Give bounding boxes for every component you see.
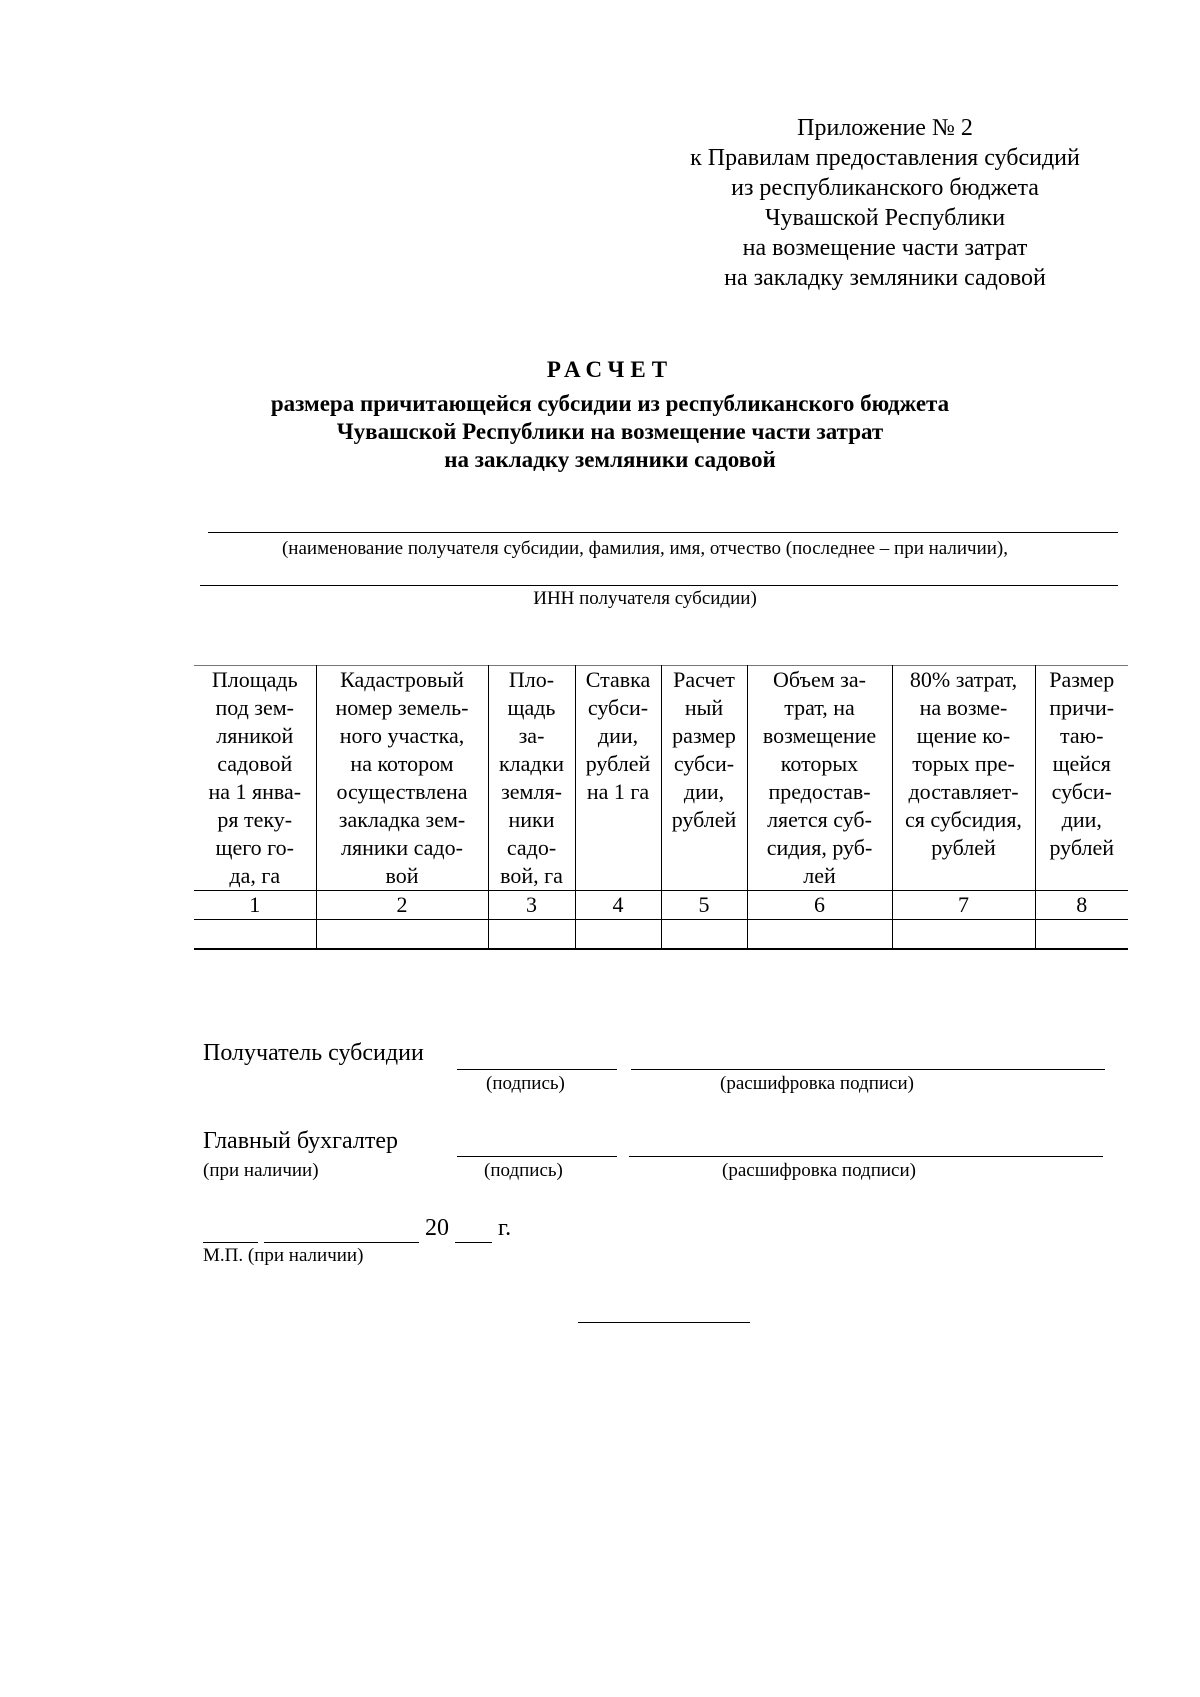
column-header-line: щейся [1052, 751, 1111, 776]
column-header-line: дии, [1061, 807, 1102, 832]
column-header-line: ного участка, [339, 723, 465, 748]
column-number-row [194, 891, 1128, 920]
column-header-line: трат, на [784, 695, 855, 720]
accountant-decoding-line[interactable] [629, 1156, 1103, 1157]
subtitle-line: размера причитающейся субсидии из республиканского бюджета [270, 391, 950, 416]
decoding-caption: (расшифровка подписи) [720, 1073, 914, 1094]
column-number: 4 [575, 891, 661, 920]
column-header-line: Пло- [508, 667, 555, 692]
column-header [747, 666, 892, 891]
column-header-line: щего го- [215, 835, 294, 860]
signature-caption: (подпись) [486, 1073, 565, 1094]
column-header-line: Размер [1049, 667, 1115, 692]
appendix-line: Чувашской Республики [764, 205, 1006, 231]
column-header-line: Расчет [673, 667, 735, 692]
subtitle-line: Чувашской Республики на возмещение части затрат [336, 419, 884, 444]
column-header-line: земля- [501, 779, 562, 804]
table-cell[interactable] [1035, 920, 1128, 950]
column-header-line: щадь [507, 695, 556, 720]
column-header [316, 666, 488, 891]
column-number: 8 [1035, 891, 1128, 920]
column-header-line: ляется суб- [767, 807, 872, 832]
table-cell[interactable] [747, 920, 892, 950]
column-header-line: рублей [1049, 835, 1115, 860]
recipient-signature-label: Получатель субсидии [203, 1040, 424, 1066]
date-year-suffix: г. [498, 1215, 512, 1241]
date-year-field[interactable] [455, 1242, 492, 1243]
column-header [1035, 666, 1128, 891]
recipient-name-field[interactable] [208, 532, 1118, 533]
subtitle-line: на закладку земляники садовой [444, 447, 776, 472]
column-number: 7 [892, 891, 1035, 920]
column-header-line: причи- [1049, 695, 1115, 720]
table-cell[interactable] [488, 920, 575, 950]
signature-caption: (подпись) [484, 1160, 563, 1181]
column-number: 5 [661, 891, 747, 920]
appendix-line: на закладку земляники садовой [724, 265, 1046, 291]
column-header-line: дии, [683, 779, 725, 804]
column-header-line: рублей [585, 751, 651, 776]
column-header-line: Кадастровый [340, 667, 464, 692]
column-header [575, 666, 661, 891]
document-title: РАСЧЕТ [546, 357, 674, 382]
column-header-line: таю- [1060, 723, 1104, 748]
table-cell[interactable] [661, 920, 747, 950]
appendix-line: из республиканского бюджета [731, 175, 1039, 201]
accountant-signature-label: Главный бухгалтер [203, 1128, 398, 1154]
column-header-line: торых пре- [912, 751, 1015, 776]
column-number: 2 [316, 891, 488, 920]
column-header-line: размер [672, 723, 736, 748]
column-header-line: ляникой [216, 723, 294, 748]
appendix-line: к Правилам предоставления субсидий [690, 145, 1080, 171]
date-month-field[interactable] [264, 1242, 419, 1243]
date-year-prefix: 20 [425, 1215, 449, 1241]
accountant-note: (при наличии) [203, 1160, 319, 1181]
appendix-line: Приложение № 2 [797, 115, 973, 141]
column-header-line: закладка зем- [338, 807, 466, 832]
column-header [892, 666, 1035, 891]
column-header-line: садовой [217, 751, 293, 776]
accountant-signature-line[interactable] [457, 1156, 617, 1157]
column-header-line: ся субсидия, [905, 807, 1022, 832]
column-header-line: ники [508, 807, 555, 832]
column-header-line: под зем- [215, 695, 295, 720]
column-header-line: вой, га [500, 863, 563, 888]
column-header-line: лей [803, 863, 836, 888]
column-header-line: субси- [587, 695, 649, 720]
column-header [488, 666, 575, 891]
decoding-caption: (расшифровка подписи) [722, 1160, 916, 1181]
column-header-line: Объем за- [773, 667, 866, 692]
column-header-line: на 1 янва- [208, 779, 302, 804]
table-row [194, 920, 1128, 950]
column-header-line: номер земель- [335, 695, 469, 720]
column-number: 6 [747, 891, 892, 920]
recipient-inn-caption: ИНН получателя субсидии) [533, 588, 757, 609]
column-header-line: на 1 га [586, 779, 650, 804]
recipient-decoding-line[interactable] [631, 1069, 1105, 1070]
recipient-inn-field[interactable] [200, 585, 1118, 586]
column-header-line: осуществлена [336, 779, 468, 804]
column-header-line: на котором [350, 751, 454, 776]
column-header-line: рублей [931, 835, 996, 860]
column-header-line: субси- [673, 751, 735, 776]
appendix-line: на возмещение части затрат [742, 235, 1028, 261]
column-header-line: за- [518, 723, 545, 748]
table-cell[interactable] [194, 920, 316, 950]
column-header-line: рублей [671, 807, 737, 832]
table-cell[interactable] [892, 920, 1035, 950]
column-header-line: вой [385, 863, 419, 888]
column-header-line: Ставка [585, 667, 651, 692]
column-header-line: субси- [1051, 779, 1112, 804]
table-cell[interactable] [575, 920, 661, 950]
date-day-field[interactable] [203, 1242, 258, 1243]
column-header-line: ный [684, 695, 724, 720]
column-header-line: которых [780, 751, 859, 776]
document-subtitle [180, 390, 1040, 474]
column-header [661, 666, 747, 891]
column-header-line: кладки [498, 751, 565, 776]
column-header-line: дии, [597, 723, 639, 748]
appendix-header [640, 113, 1130, 293]
stamp-note: М.П. (при наличии) [203, 1245, 364, 1266]
recipient-signature-line[interactable] [457, 1069, 617, 1070]
column-header-line: доставляет- [908, 779, 1019, 804]
column-header-line: щение ко- [916, 723, 1011, 748]
closing-divider [578, 1322, 750, 1323]
column-number: 3 [488, 891, 575, 920]
table-cell[interactable] [316, 920, 488, 950]
column-header [194, 666, 316, 891]
column-header-line: ря теку- [217, 807, 293, 832]
calculation-table [194, 665, 1128, 950]
recipient-name-caption: (наименование получателя субсидии, фамилия, имя, отчество (последнее – при наличии), [281, 538, 1009, 559]
table-header-row [194, 666, 1128, 891]
column-header-line: возмещение [762, 723, 877, 748]
column-header-line: сидия, руб- [766, 835, 873, 860]
column-header-line: садо- [506, 835, 557, 860]
column-header-line: да, га [229, 863, 281, 888]
column-header-line: Площадь [211, 667, 298, 692]
column-header-line: предостав- [768, 779, 871, 804]
column-header-line: ляники садо- [341, 835, 463, 860]
column-number: 1 [194, 891, 316, 920]
column-header-line: на возме- [919, 695, 1008, 720]
column-header-line: 80% затрат, [909, 667, 1018, 692]
